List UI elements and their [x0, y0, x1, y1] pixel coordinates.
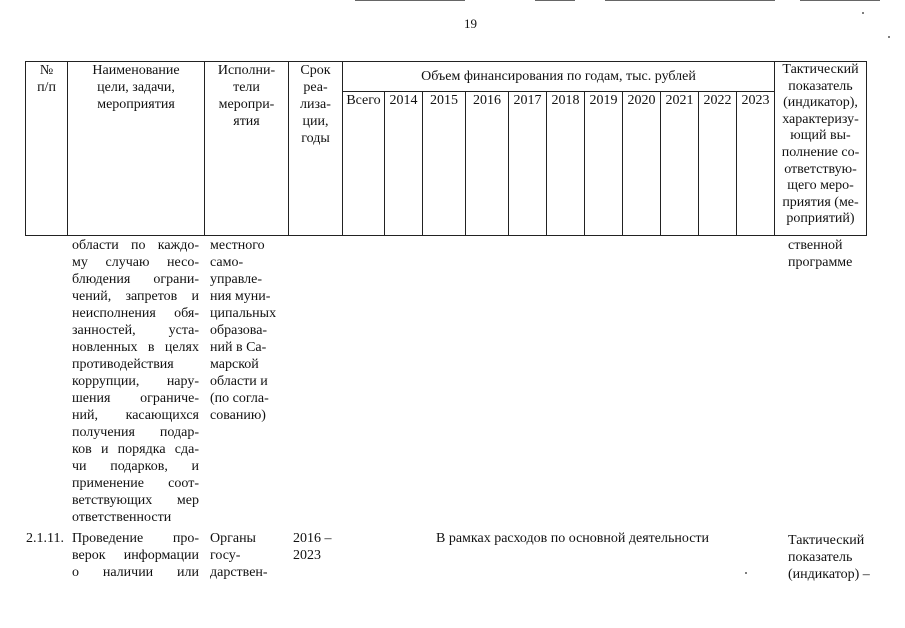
next-executor-cell	[210, 530, 290, 581]
top-edge-line	[355, 0, 465, 1]
header-year: 2018	[547, 92, 585, 236]
header-year: 2023	[737, 92, 775, 236]
text-line: чений, запретов и	[72, 289, 199, 304]
header-year: 2019	[585, 92, 623, 236]
text-line: марской	[210, 357, 259, 372]
header-table	[25, 61, 867, 236]
page-number: 19	[464, 16, 477, 31]
text-line: ний в Са-	[210, 340, 267, 355]
text-line: местного	[210, 238, 265, 253]
text-line: верок информации	[72, 548, 199, 563]
scan-speck	[862, 12, 864, 14]
continued-indicator-cell	[788, 237, 883, 271]
text-line: ния муни-	[210, 289, 271, 304]
header-term: Срок реа- лиза- ции, годы	[289, 62, 343, 236]
funding-note: В рамках расходов по основной деятельности	[436, 531, 710, 546]
text-line: блюдения ограни-	[72, 272, 199, 287]
text-line: му случаю несо-	[72, 255, 199, 270]
text-line: Тактический	[788, 533, 865, 548]
text-line: сованию)	[210, 408, 266, 423]
text-line: ответственности	[72, 510, 172, 525]
header-num: № п/п	[26, 62, 68, 236]
text-line: госу-	[210, 548, 241, 563]
text-line: занностей, уста-	[72, 323, 199, 338]
header-year: 2014	[385, 92, 423, 236]
text-line: управле-	[210, 272, 262, 287]
header-year: 2017	[509, 92, 547, 236]
text-line: Органы	[210, 531, 256, 546]
continued-name-cell	[72, 237, 199, 526]
header-year: 2022	[699, 92, 737, 236]
header-name: Наименование цели, задачи, мероприятия	[68, 62, 205, 236]
next-name-cell	[72, 530, 199, 581]
text-line: ципальных	[210, 306, 277, 321]
top-edge-line	[605, 0, 775, 1]
text-line: ветствующих мер	[72, 493, 199, 508]
header-year: 2021	[661, 92, 699, 236]
continued-executor-cell	[210, 237, 290, 424]
text-line: шения ограниче-	[72, 391, 199, 406]
header-funding-title: Объем финансирования по годам, тыс. рублей	[343, 62, 775, 92]
text-line: ков и порядка сда-	[72, 442, 199, 457]
header-indicator: Тактический показатель (индикатор), характеризу- ющий вы- полнение со- ответствую- щего меро- приятия (ме- роприятий)	[775, 62, 867, 236]
text-line: ний, касающихся	[72, 408, 199, 423]
text-line: чи подарков, и	[72, 459, 199, 474]
text-line: 2016 –	[293, 531, 332, 546]
text-line: программе	[788, 255, 853, 270]
text-line: области по каждо-	[72, 238, 199, 253]
next-term-cell	[293, 530, 348, 564]
text-line: Проведение про-	[72, 531, 199, 546]
text-line: (индикатор) –	[788, 567, 870, 582]
scan-speck	[745, 572, 747, 574]
text-line: образова-	[210, 323, 268, 338]
text-line: неисполнения обя-	[72, 306, 199, 321]
next-indicator-cell	[788, 532, 888, 583]
text-line: новленных в целях	[72, 340, 199, 355]
text-line: дарствен-	[210, 565, 268, 580]
text-line: (по согла-	[210, 391, 269, 406]
header-year: 2016	[466, 92, 509, 236]
text-line: области и	[210, 374, 268, 389]
text-line: применение соот-	[72, 476, 199, 491]
text-line: коррупции, нару-	[72, 374, 199, 389]
text-line: 2023	[293, 548, 321, 563]
text-line: показатель	[788, 550, 853, 565]
header-year: 2015	[423, 92, 466, 236]
row-number: 2.1.11.	[26, 531, 64, 546]
header-year: 2020	[623, 92, 661, 236]
top-edge-line	[800, 0, 880, 1]
header-total: Всего	[343, 92, 385, 236]
text-line: о наличии или	[72, 565, 199, 580]
text-line: противодействия	[72, 357, 174, 372]
text-line: ственной	[788, 238, 843, 253]
text-line: само-	[210, 255, 244, 270]
header-executor: Исполни- тели меропри- ятия	[205, 62, 289, 236]
top-edge-line	[535, 0, 575, 1]
scan-speck	[888, 36, 890, 38]
text-line: получения подар-	[72, 425, 199, 440]
